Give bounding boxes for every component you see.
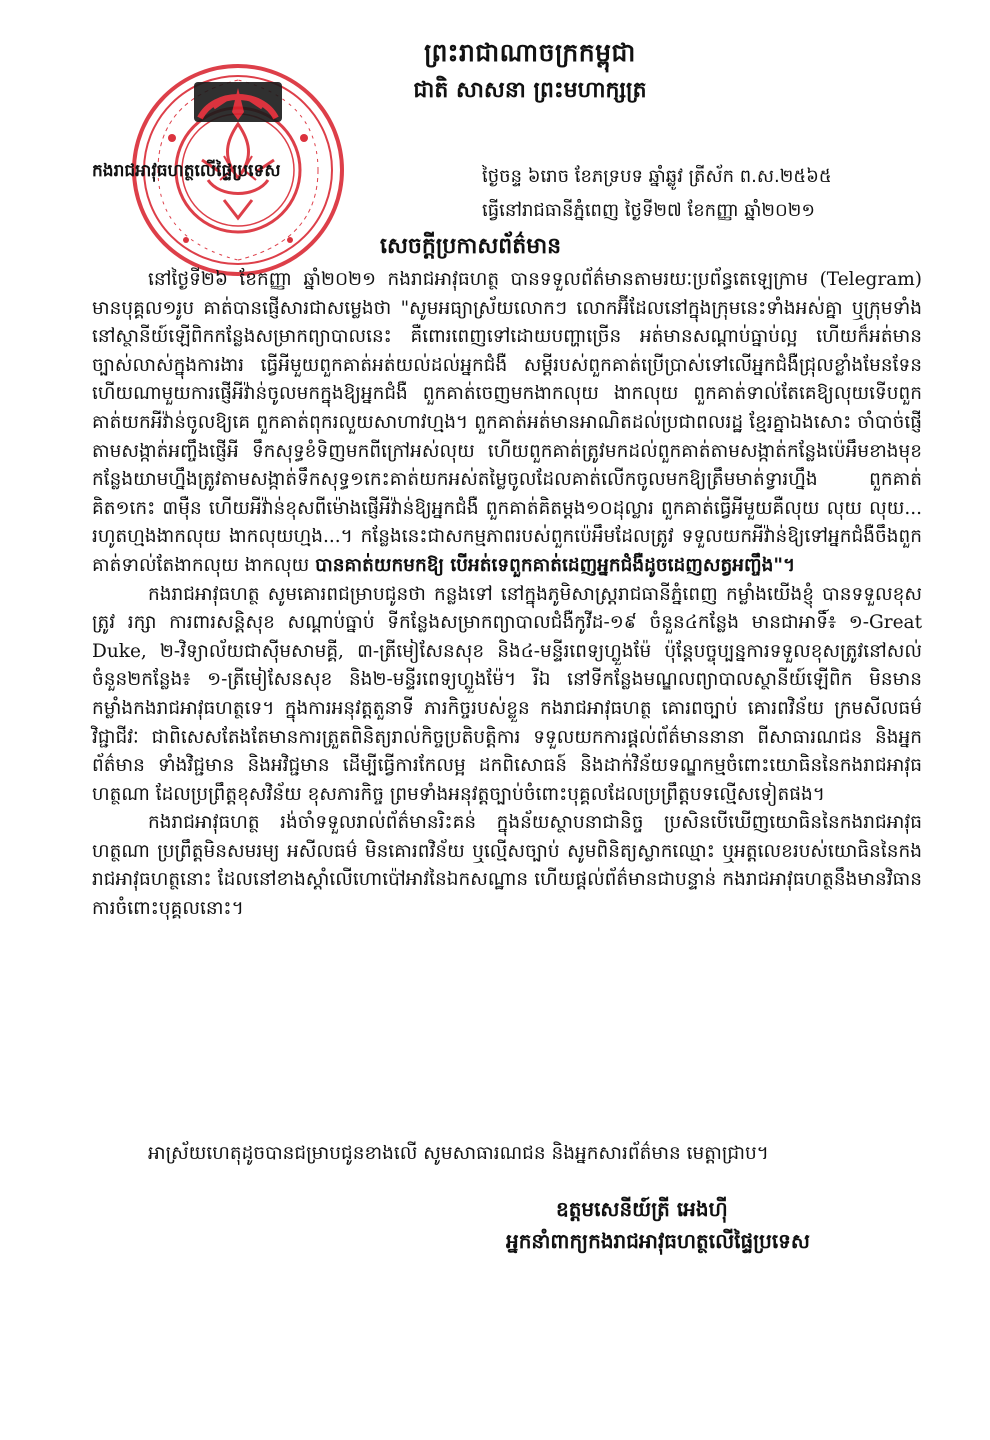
paragraph-call-for-info: កងរាជអាវុធហត្ថ រង់ចាំទទួលរាល់ព័ត៌មានរិះគន់ ក្នុងន័យស្ថាបនាជានិច្ច ប្រសិនបើឃើញយោធិននៃកងរាជអាវុធហត្ថណា ប្រព្រឹត្តមិនសមរម្យ អសីលធម៌ មិនគោរពវិន័យ ឬល្មើសច្បាប់ សូមពិនិត្យស្លាកឈ្មោះ ឬអត្តលេខរបស់យោធិននៃកងរាជអាវុធហត្ថនោះ ដែលនៅខាងស្តាំលើហោប៉ៅអាវនៃឯកសណ្ឋាន ហើយផ្តល់ព័ត៌មានជាបន្ទាន់ កងរាជអាវុធហត្ថនឹងមានវិធានការចំពោះបុគ្គលនោះ។ (92, 812, 922, 920)
complaint-text: នៅថ្ងៃទី២៦ ខែកញ្ញា ឆ្នាំ២០២១ កងរាជអាវុធហត្ថ បានទទួលព័ត៌មានតាមរយៈប្រព័ន្ធតេឡេក្រាម (Telegram) មានបុគ្គល១រូប គាត់បានផ្ញើសារជាសម្លេងថា "សូមអធ្យាស្រ័យលោកៗ លោកអ៊ីដែលនៅក្នុងក្រុមនេះទាំងអស់គ្នា ឬក្រុមទាំងនៅស្ថានីយ៍ឡើពិកកន្លែងសម្រាកព្យាបាលនេះ គឺពោរពេញទៅដោយបញ្ហាច្រើន អត់មានសណ្តាប់ធ្នាប់ល្អ ហើយក៏អត់មានច្បាស់លាស់ក្នុងការងារ ធ្វើអីមួយពួកគាត់អត់យល់ដល់អ្នកជំងឺ សម្តីរបស់ពួកគាត់ប្រើប្រាស់ទៅលើអ្នកជំងឺជ្រុលខ្លាំងមែនទែនហើយណាមួយការផ្ញើអីវ៉ាន់ចូលមកក្នុងឱ្យអ្នកជំងឺ ពួកគាត់ចេញមកងាកលុយ ងាកលុយ ពួកគាត់ទាល់តែគេឱ្យលុយទើបពួកគាត់យកអីវ៉ាន់ចូលឱ្យគេ ពួកគាត់ពុករលួយសាហាវហ្មង។ ពួកគាត់អត់មានអាណិតដល់ប្រជាពលរដ្ឋ ខ្មែរគ្នាឯងសោះ ចាំបាច់ផ្ញើតាមសង្កាត់អញ្ចឹងផ្ញើអី ទឹកសុទ្ធខំទិញមកពីក្រៅអស់លុយ ហើយពួកគាត់ត្រូវមកដល់ពួកគាត់តាមសង្កាត់កន្លែងប៉េអឹមខាងមុខកន្លែងយាមហ្នឹងត្រូវតាមសង្កាត់ទឹកសុទ្ធ១កេះគាត់យកអស់តម្លៃចូលដែលគាត់លើកចូលមកឱ្យត្រឹមមាត់ទ្វារហ្នឹង ពួកគាត់គិត១កេះ ៣ម៉ឺន ហើយអីវ៉ាន់ខុសពីម៉ោងផ្ញើអីវ៉ាន់ឱ្យអ្នកជំងឺ ពួកគាត់គិតម្តង១០ដុល្លារ ពួកគាត់ធ្វើអីមួយគឺលុយ លុយ លុយ... រហូតហ្មងងាកលុយ ងាកលុយហ្មង...។ កន្លែងនេះជាសកម្មភាពរបស់ពួកប៉េអឹមដែលត្រូវ ទទួលយកអីវ៉ាន់ឱ្យទៅអ្នកជំងឺចឹងពួកគាត់ទាល់តែងាកលុយ ងាកលុយ (92, 269, 922, 576)
document-title: សេចក្តីប្រកាសព័ត៌មាន (380, 234, 562, 259)
closing-line: អាស្រ័យហេតុដូចបានជម្រាបជូនខាងលើ សូមសាធារណជន និងអ្នកសារព័ត៌មាន មេត្តាជ្រាប។ (148, 1143, 769, 1164)
issuing-department: កងរាជអាវុធហត្ថលើផ្ទៃប្រទេស (92, 161, 281, 181)
kingdom-heading: ព្រះរាជាណាចក្រកម្ពុជា (424, 38, 636, 67)
national-motto: ជាតិ សាសនា ព្រះមហាក្សត្រ (413, 78, 647, 103)
lunar-date: ថ្ងៃចន្ទ ៦រោច ខែភទ្របទ ឆ្នាំឆ្លូវ ត្រីស័ក ព.ស.២៥៦៥ (482, 166, 832, 187)
solar-date: ធ្វើនៅរាជធានីភ្នំពេញ ថ្ងៃទី២៧ ខែកញ្ញា ឆ្នាំ២០២១ (482, 200, 816, 221)
paragraph-response: កងរាជអាវុធហត្ថ សូមគោរពជម្រាបជូនថា កន្លងទៅ នៅក្នុងភូមិសាស្ត្ររាជធានីភ្នំពេញ កម្លាំងយើងខ្ញុំ បានទទួលខុសត្រូវ រក្សា ការពារសន្តិសុខ សណ្តាប់ធ្នាប់ ទីកន្លែងសម្រាកព្យាបាលជំងឺកូវីដ-១៩ ចំនួន៤កន្លែង មានជាអាទិ៍៖ ១-Great Duke, ២-វិទ្យាល័យជាស៊ីមសាមគ្គី, ៣-ត្រីមៀសែនសុខ និង៤-មន្ទីរពេទ្យហ្លួងម៉ែ ប៉ុន្តែបច្ចុប្បន្នការទទួលខុសត្រូវនៅសល់ចំនួន២កន្លែង៖ ១-ត្រីមៀសែនសុខ និង២-មន្ទីរពេទ្យហ្លួងម៉ែ។ រីឯ នៅទីកន្លែងមណ្ឌលព្យាបាលស្ថានីយ៍ឡើពិក មិនមានកម្លាំងកងរាជអាវុធហត្ថទេ។ ក្នុងការអនុវត្តតួនាទី ភារកិច្ចរបស់ខ្លួន កងរាជអាវុធហត្ថ គោរពច្បាប់ គោរពវិន័យ ក្រមសីលធម៌ វិជ្ជាជីវៈ ជាពិសេសតែងតែមានការត្រួតពិនិត្យរាល់កិច្ចប្រតិបត្តិការ ទទួលយកការផ្តល់ព័ត៌មាននានា ពីសាធារណជន និងអ្នកព័ត៌មាន ទាំងវិជ្ជមាន និងអវិជ្ជមាន ដើម្បីធ្វើការកែលម្អ ដកពិសោធន៍ និងដាក់វិន័យទណ្ឌកម្មចំពោះយោធិននៃកងរាជអាវុធហត្ថណា ដែលប្រព្រឹត្តខុសវិន័យ ខុសភារកិច្ច ព្រមទាំងអនុវត្តច្បាប់ចំពោះបុគ្គលដែលប្រព្រឹត្តបទល្មើសទៀតផង។ (92, 583, 922, 805)
document-body (92, 266, 922, 924)
signatory-role: អ្នកនាំពាក្យកងរាជអាវុធហត្ថលើផ្ទៃប្រទេស (506, 1229, 810, 1253)
signatory-name: ឧត្តមសេនីយ៍ត្រី អេងហ៊ី (556, 1197, 728, 1221)
paragraph-complaint (92, 266, 922, 581)
complaint-emphasis: បានគាត់យកមកឱ្យ បើអត់ទេពួកគាត់ដេញអ្នកជំងឺដូចដេញសត្វអញ្ចឹង"។ (315, 554, 796, 576)
